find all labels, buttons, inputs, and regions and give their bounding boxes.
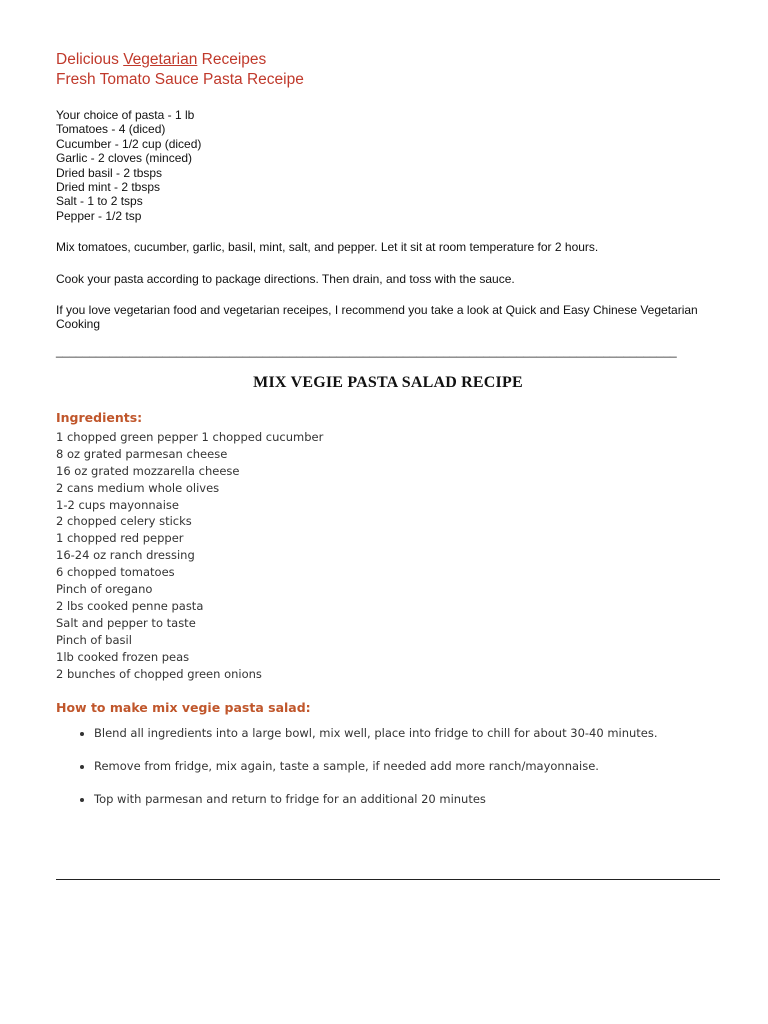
howto-heading: How to make mix vegie pasta salad: [56, 700, 311, 716]
ingredients-heading: Ingredients: [56, 409, 143, 425]
underscore-separator: _____________________________________________________________________________________________ [56, 343, 677, 358]
list-item: 8 oz grated parmesan cheese [56, 446, 228, 461]
document-page [56, 50, 720, 824]
list-item: • Blend all ingredients into a large bowl, mix well, place into fridge to chill for about 30-40 minutes. [94, 725, 720, 741]
list-item: Tomatoes - 4 (diced) [56, 122, 166, 137]
list-item: 1 chopped green pepper 1 chopped cucumber [56, 429, 324, 444]
list-item: Pinch of oregano [56, 582, 153, 597]
section-title: MIX VEGIE PASTA SALAD RECIPE [253, 373, 523, 391]
list-item: 2 lbs cooked penne pasta [56, 598, 204, 613]
list-item: Dried mint - 2 tbsps [56, 180, 161, 195]
list-item: 16-24 oz ranch dressing [56, 548, 195, 563]
list-item: 1-2 cups mayonnaise [56, 497, 179, 512]
list-item: 1 chopped red pepper [56, 531, 184, 546]
steps-list [56, 725, 720, 807]
ingredient-list [56, 429, 720, 683]
list-item: Pepper - 1/2 tsp [56, 208, 142, 223]
list-item: • Remove from fridge, mix again, taste a sample, if needed add more ranch/mayonnaise. [94, 758, 720, 774]
list-item: • Top with parmesan and return to fridge for an additional 20 minutes [94, 791, 720, 807]
list-item: 6 chopped tomatoes [56, 565, 175, 580]
list-item: Pinch of basil [56, 632, 132, 647]
list-item: 1lb cooked frozen peas [56, 649, 190, 664]
recipe-title: Fresh Tomato Sauce Pasta Receipe [56, 71, 304, 88]
list-item: 16 oz grated mozzarella cheese [56, 463, 240, 478]
title-suffix: Receipes [197, 51, 267, 68]
list-item: Dried basil - 2 tbsps [56, 165, 163, 180]
list-item: Salt and pepper to taste [56, 615, 196, 630]
list-item: Cucumber - 1/2 cup (diced) [56, 136, 202, 151]
list-item: 2 cans medium whole olives [56, 480, 220, 495]
ingredient-list [56, 108, 720, 223]
list-item: 2 bunches of chopped green onions [56, 666, 262, 681]
vegetarian-link[interactable]: Vegetarian [123, 51, 198, 68]
horizontal-rule [56, 879, 720, 880]
list-item: Salt - 1 to 2 tsps [56, 194, 143, 209]
instruction-paragraph: Cook your pasta according to package directions. Then drain, and toss with the sauce. [56, 271, 515, 286]
list-item: Garlic - 2 cloves (minced) [56, 151, 193, 166]
recommendation-paragraph: If you love vegetarian food and vegetarian receipes, I recommend you take a look at Quick and Easy Chinese Vegetarian Cooking [56, 303, 698, 332]
instruction-paragraph: Mix tomatoes, cucumber, garlic, basil, mint, salt, and pepper. Let it sit at room temperature for 2 hours. [56, 240, 599, 255]
title-prefix: Delicious [56, 51, 124, 68]
list-item: Your choice of pasta - 1 lb [56, 108, 195, 122]
list-item: 2 chopped celery sticks [56, 514, 192, 529]
site-title [56, 50, 720, 70]
